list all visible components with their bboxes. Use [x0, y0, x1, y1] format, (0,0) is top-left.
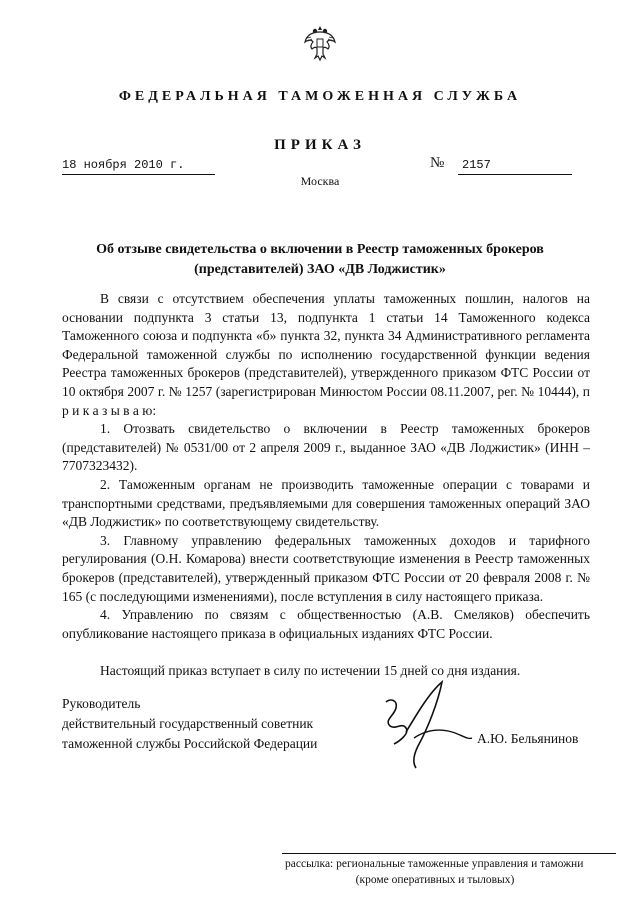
coat-of-arms-emblem: [303, 22, 337, 62]
distribution-divider: [282, 853, 616, 854]
handwritten-signature: [368, 672, 478, 782]
signer-block: [62, 694, 317, 754]
order-item-3: 3. Главному управлению федеральных таможенных доходов и тарифного регулирования (О.Н. Комарова) внести соответствующие изменения в Реестр таможенных брокеров (представителей), утвержденный приказом ФТС России от 20 февраля 2008 г. № 165 (с последующими изменениями), после вступления в силу настоящего приказа.: [62, 532, 590, 604]
order-item-1: 1. Отозвать свидетельство о включении в Реестр таможенных брокеров (представителей) № 0531/00 от 2 апреля 2009 г., выданное ЗАО «ДВ Лоджистик» (ИНН – 7707323432).: [62, 421, 590, 474]
document-title: ПРИКАЗ: [274, 137, 366, 153]
order-body: [62, 290, 590, 681]
order-subject: [0, 240, 640, 280]
signer-rank-line-2: таможенной службы Российской Федерации: [62, 736, 318, 751]
distribution-list: [285, 856, 625, 888]
subject-line-2: (представителей) ЗАО «ДВ Лоджистик»: [194, 262, 446, 277]
preamble-paragraph: В связи с отсутствием обеспечения уплаты таможенных пошлин, налогов на основании подпункта 3 статьи 13, подпункта 1 статьи 14 Таможенного кодекса Таможенного союза и подпункта «б» пункта 32, пункта 34 Административного регламента Федеральной таможенной службы по исполнению государственной функции ведения Реестра таможенных брокеров (представителей), утвержденного приказом ФТС России от 10 октября 2007 г. № 1257 (зарегистрирован Минюстом России 08.11.2007, рег. № 10444), п р и к а з ы в а ю:: [62, 291, 590, 418]
distribution-line-1: рассылка: региональные таможенные управления и таможни: [285, 858, 584, 870]
order-date: 18 ноября 2010 г.: [62, 158, 185, 172]
issue-city: Москва: [300, 174, 340, 188]
signer-name: А.Ю. Бельянинов: [477, 731, 579, 746]
order-number-label: №: [430, 155, 445, 171]
subject-line-1: Об отзыве свидетельства о включении в Реестр таможенных брокеров: [96, 242, 544, 257]
signer-rank-line-1: действительный государственный советник: [62, 716, 314, 731]
order-item-2: 2. Таможенным органам не производить таможенные операции с товарами и транспортными средствами, предъявляемыми для совершения таможенных операций ЗАО «ДВ Лоджистик» по соответствующему свидетельству.: [62, 476, 590, 530]
order-number: 2157: [462, 158, 491, 172]
distribution-line-2: (кроме оперативных и тыловых): [355, 874, 515, 886]
agency-name: ФЕДЕРАЛЬНАЯ ТАМОЖЕННАЯ СЛУЖБА: [118, 89, 522, 104]
effective-date-paragraph: Настоящий приказ вступает в силу по истечении 15 дней со дня издания.: [100, 663, 521, 679]
signer-title: Руководитель: [62, 696, 141, 711]
order-item-4: 4. Управлению по связям с общественностью (А.В. Смеляков) обеспечить опубликование настоящего приказа в официальных изданиях ФТС России.: [62, 607, 590, 641]
